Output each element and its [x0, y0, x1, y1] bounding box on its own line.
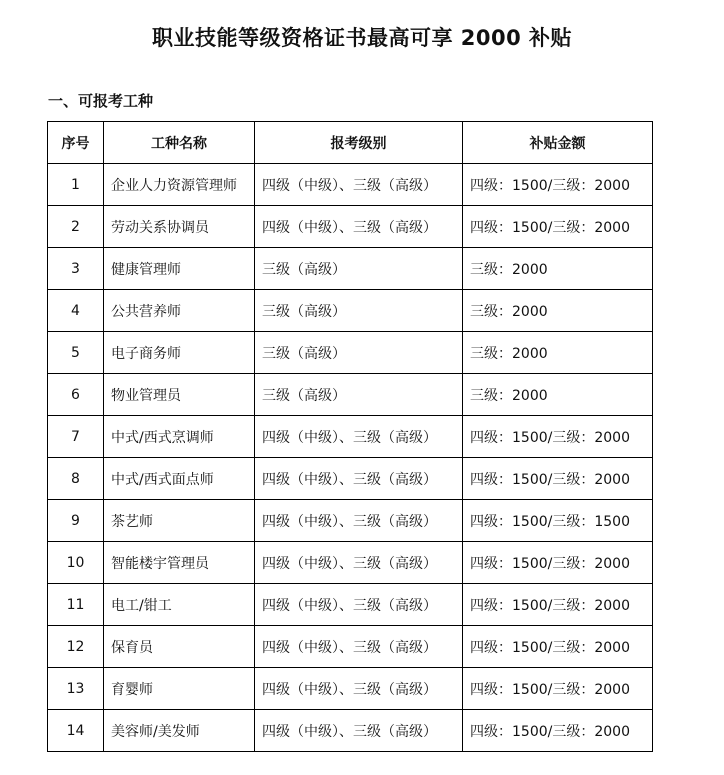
- cell-serial-number: 4: [48, 290, 104, 332]
- cell-subsidy-amount: 三级：2000: [463, 290, 653, 332]
- table-row: [48, 332, 653, 374]
- header-exam-level: 报考级别: [255, 122, 463, 164]
- cell-serial-number: 13: [48, 668, 104, 710]
- section-heading: 一、可报考工种: [48, 92, 154, 110]
- cell-occupation-name: 中式/西式烹调师: [104, 416, 255, 458]
- cell-subsidy-amount: 四级：1500/三级：2000: [463, 542, 653, 584]
- cell-serial-number: 6: [48, 374, 104, 416]
- cell-serial-number: 10: [48, 542, 104, 584]
- table-row: [48, 626, 653, 668]
- cell-exam-level: 四级（中级）、三级（高级）: [255, 416, 463, 458]
- cell-occupation-name: 物业管理员: [104, 374, 255, 416]
- cell-subsidy-amount: 四级：1500/三级：2000: [463, 458, 653, 500]
- table-row: [48, 416, 653, 458]
- cell-subsidy-amount: 四级：1500/三级：2000: [463, 626, 653, 668]
- cell-subsidy-amount: 三级：2000: [463, 248, 653, 290]
- cell-serial-number: 1: [48, 164, 104, 206]
- cell-exam-level: 四级（中级）、三级（高级）: [255, 626, 463, 668]
- header-serial-number: 序号: [48, 122, 104, 164]
- cell-serial-number: 8: [48, 458, 104, 500]
- cell-subsidy-amount: 三级：2000: [463, 332, 653, 374]
- cell-serial-number: 5: [48, 332, 104, 374]
- cell-occupation-name: 保育员: [104, 626, 255, 668]
- cell-serial-number: 7: [48, 416, 104, 458]
- cell-occupation-name: 育婴师: [104, 668, 255, 710]
- cell-exam-level: 三级（高级）: [255, 332, 463, 374]
- cell-occupation-name: 电子商务师: [104, 332, 255, 374]
- table-row: [48, 458, 653, 500]
- cell-exam-level: 三级（高级）: [255, 374, 463, 416]
- table-row: [48, 248, 653, 290]
- cell-occupation-name: 健康管理师: [104, 248, 255, 290]
- cell-subsidy-amount: 四级：1500/三级：2000: [463, 164, 653, 206]
- cell-occupation-name: 电工/钳工: [104, 584, 255, 626]
- cell-exam-level: 三级（高级）: [255, 290, 463, 332]
- cell-serial-number: 11: [48, 584, 104, 626]
- cell-subsidy-amount: 三级：2000: [463, 374, 653, 416]
- cell-serial-number: 14: [48, 710, 104, 752]
- cell-occupation-name: 智能楼宇管理员: [104, 542, 255, 584]
- cell-serial-number: 12: [48, 626, 104, 668]
- cell-exam-level: 四级（中级）、三级（高级）: [255, 500, 463, 542]
- table-row: [48, 500, 653, 542]
- cell-subsidy-amount: 四级：1500/三级：2000: [463, 710, 653, 752]
- occupation-table: [47, 121, 653, 752]
- document-title: 职业技能等级资格证书最高可享 2000 补贴: [151, 26, 573, 50]
- cell-occupation-name: 美容师/美发师: [104, 710, 255, 752]
- table-row: [48, 542, 653, 584]
- header-subsidy-amount: 补贴金额: [463, 122, 653, 164]
- cell-exam-level: 四级（中级）、三级（高级）: [255, 542, 463, 584]
- cell-subsidy-amount: 四级：1500/三级：2000: [463, 668, 653, 710]
- cell-exam-level: 三级（高级）: [255, 248, 463, 290]
- cell-occupation-name: 茶艺师: [104, 500, 255, 542]
- cell-subsidy-amount: 四级：1500/三级：2000: [463, 206, 653, 248]
- cell-subsidy-amount: 四级：1500/三级：2000: [463, 584, 653, 626]
- cell-occupation-name: 公共营养师: [104, 290, 255, 332]
- cell-exam-level: 四级（中级）、三级（高级）: [255, 164, 463, 206]
- cell-subsidy-amount: 四级：1500/三级：2000: [463, 416, 653, 458]
- cell-exam-level: 四级（中级）、三级（高级）: [255, 584, 463, 626]
- table-row: [48, 374, 653, 416]
- cell-occupation-name: 劳动关系协调员: [104, 206, 255, 248]
- table-header-row: [48, 122, 653, 164]
- cell-exam-level: 四级（中级）、三级（高级）: [255, 458, 463, 500]
- table-row: [48, 164, 653, 206]
- table-row: [48, 668, 653, 710]
- cell-occupation-name: 企业人力资源管理师: [104, 164, 255, 206]
- cell-serial-number: 9: [48, 500, 104, 542]
- table-row: [48, 710, 653, 752]
- cell-exam-level: 四级（中级）、三级（高级）: [255, 668, 463, 710]
- cell-serial-number: 3: [48, 248, 104, 290]
- cell-serial-number: 2: [48, 206, 104, 248]
- table-row: [48, 206, 653, 248]
- table-row: [48, 584, 653, 626]
- cell-exam-level: 四级（中级）、三级（高级）: [255, 710, 463, 752]
- header-occupation-name: 工种名称: [104, 122, 255, 164]
- cell-subsidy-amount: 四级：1500/三级：1500: [463, 500, 653, 542]
- table-row: [48, 290, 653, 332]
- table-body: [48, 164, 653, 752]
- cell-exam-level: 四级（中级）、三级（高级）: [255, 206, 463, 248]
- cell-occupation-name: 中式/西式面点师: [104, 458, 255, 500]
